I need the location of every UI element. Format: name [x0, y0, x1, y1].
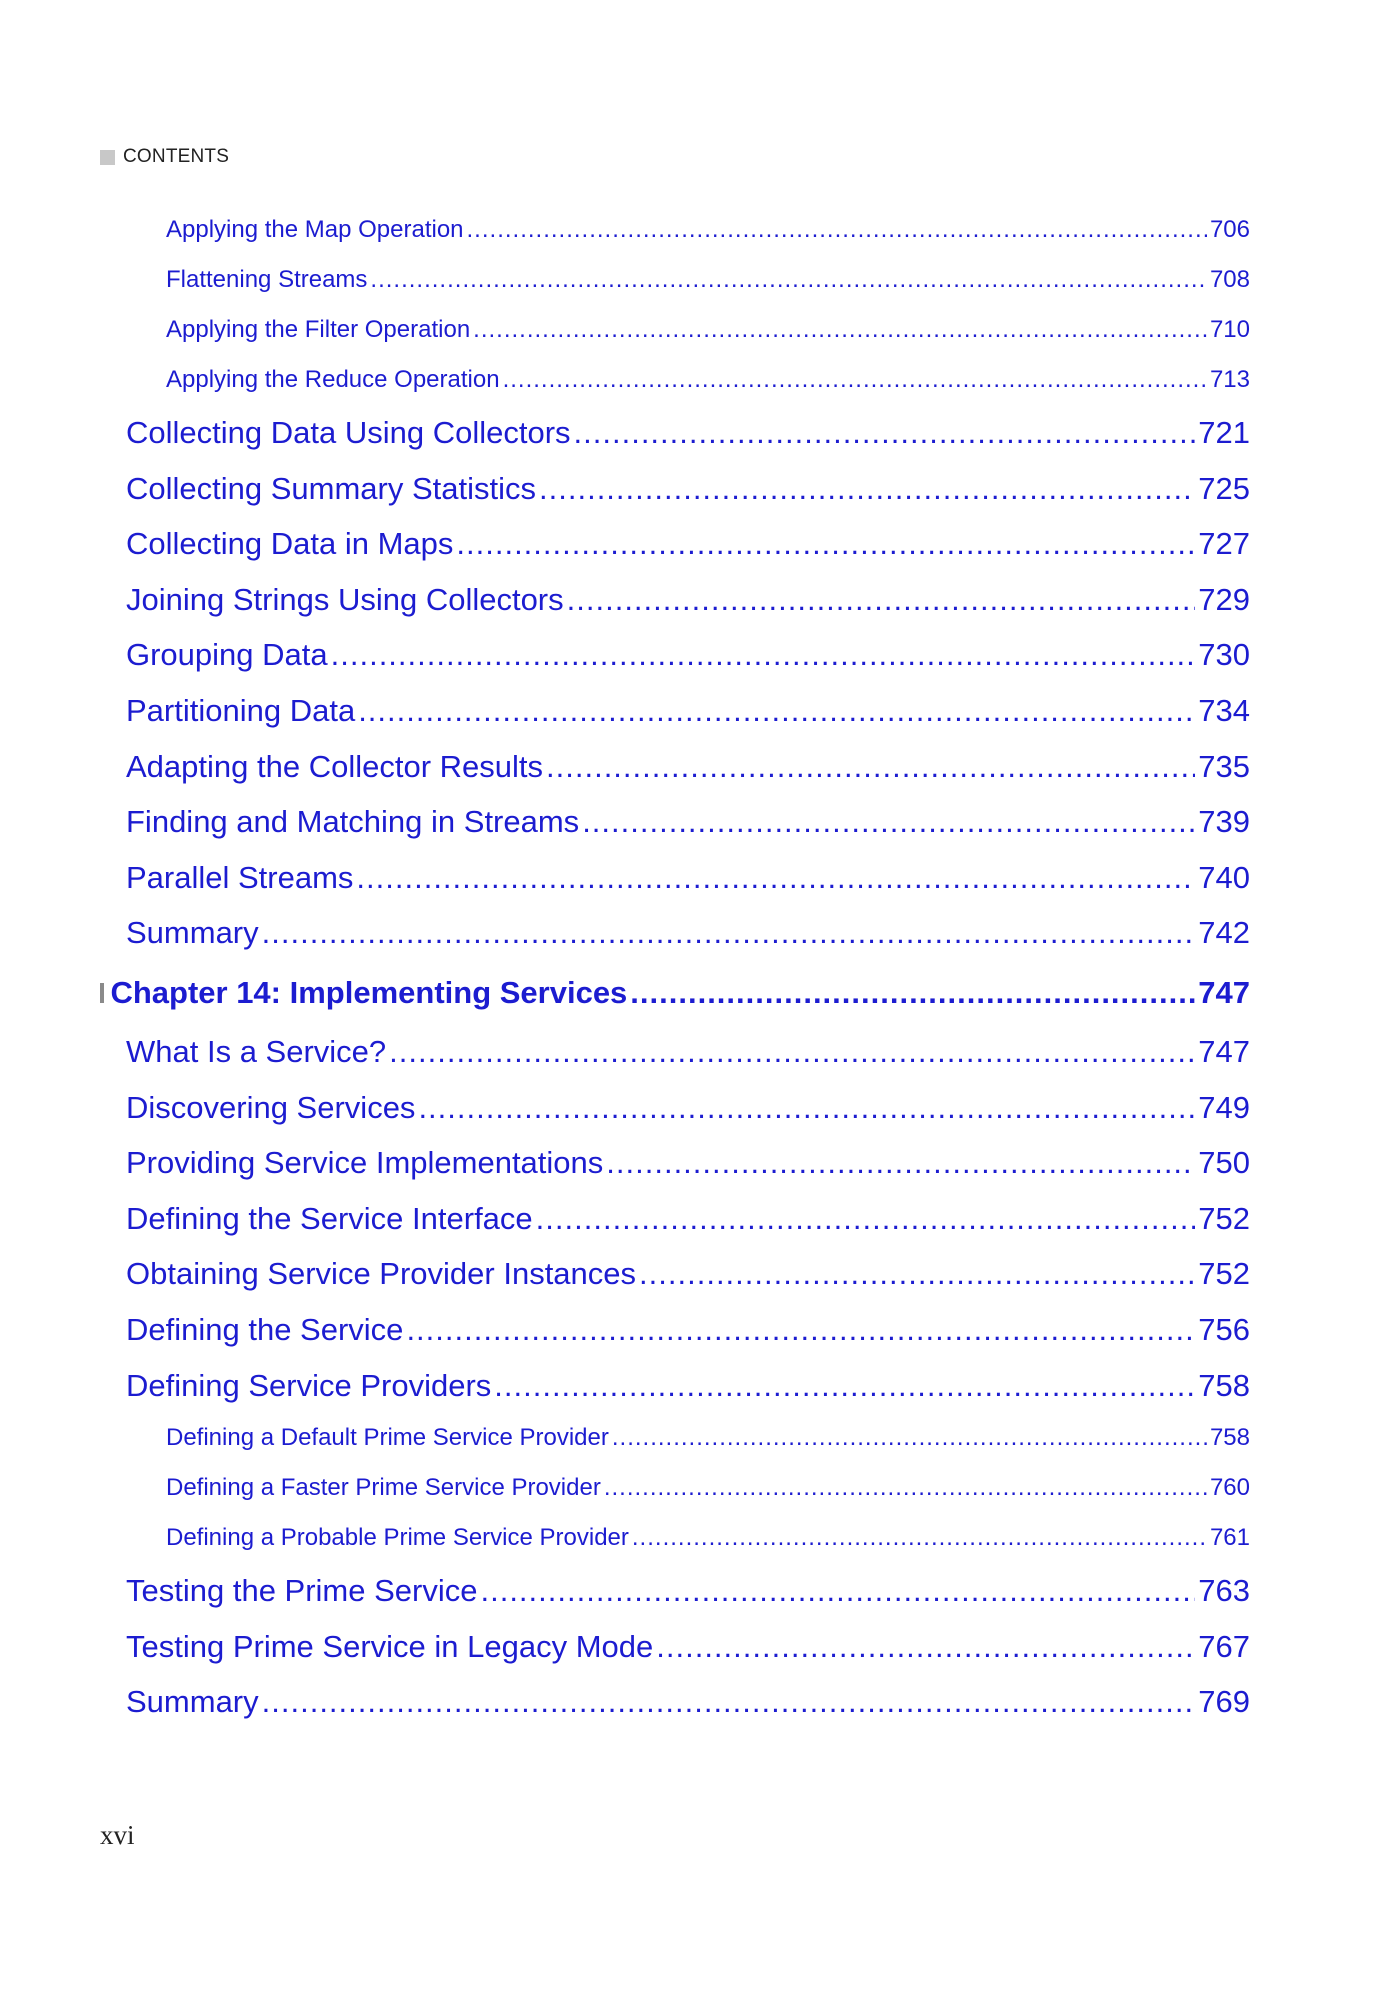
- toc-section-entry[interactable]: [100, 683, 1250, 739]
- dot-leader: [503, 355, 1207, 405]
- toc-entry-page[interactable]: 752: [1198, 1256, 1250, 1292]
- dot-leader: [582, 794, 1195, 850]
- toc-section-entry[interactable]: [100, 1619, 1250, 1675]
- dot-leader: [604, 1463, 1207, 1513]
- toc-entry-page[interactable]: 725: [1198, 470, 1250, 506]
- dot-leader: [639, 1246, 1195, 1302]
- dot-leader: [632, 1513, 1207, 1563]
- toc-section-entry[interactable]: [100, 1024, 1250, 1080]
- toc-entry-title[interactable]: Summary: [126, 1684, 259, 1720]
- toc-entry-page[interactable]: 710: [1209, 316, 1250, 343]
- toc-section-entry[interactable]: [100, 739, 1250, 795]
- toc-entry-title[interactable]: Defining Service Providers: [126, 1367, 492, 1403]
- dot-leader: [356, 850, 1195, 906]
- dot-leader: [331, 627, 1196, 683]
- table-of-contents: [100, 205, 1250, 1730]
- toc-entry-title[interactable]: Applying the Reduce Operation: [166, 366, 500, 393]
- dot-leader: [406, 1302, 1195, 1358]
- toc-entry-page[interactable]: 747: [1198, 974, 1250, 1010]
- dot-leader: [262, 1674, 1196, 1730]
- toc-entry-page[interactable]: 758: [1198, 1367, 1250, 1403]
- dot-leader: [467, 205, 1207, 255]
- toc-subsection-entry[interactable]: [100, 1463, 1250, 1513]
- toc-subsection-entry[interactable]: [100, 205, 1250, 255]
- dot-leader: [358, 683, 1195, 739]
- toc-subsection-entry[interactable]: [100, 355, 1250, 405]
- toc-chapter-entry[interactable]: [100, 961, 1250, 1024]
- toc-entry-page[interactable]: 708: [1209, 266, 1250, 293]
- toc-entry-page[interactable]: 742: [1198, 915, 1250, 951]
- toc-entry-page[interactable]: 739: [1198, 804, 1250, 840]
- toc-entry-page[interactable]: 758: [1209, 1424, 1250, 1452]
- dot-leader: [418, 1080, 1195, 1136]
- toc-entry-title[interactable]: Applying the Filter Operation: [166, 316, 471, 343]
- dot-leader: [480, 1563, 1195, 1619]
- toc-entry-title[interactable]: Finding and Matching in Streams: [126, 804, 580, 840]
- dot-leader: [473, 305, 1207, 355]
- toc-entry-page[interactable]: 749: [1198, 1089, 1250, 1125]
- dot-leader: [546, 739, 1195, 795]
- toc-entry-page[interactable]: 760: [1209, 1474, 1250, 1502]
- toc-section-entry[interactable]: [100, 1191, 1250, 1247]
- toc-section-entry[interactable]: [100, 1302, 1250, 1358]
- toc-entry-page[interactable]: 734: [1198, 692, 1250, 728]
- toc-entry-page[interactable]: 761: [1209, 1524, 1250, 1552]
- toc-entry-page[interactable]: 727: [1198, 526, 1250, 562]
- toc-entry-page[interactable]: 756: [1198, 1311, 1250, 1347]
- dot-leader: [536, 1191, 1196, 1247]
- page-number: xvi: [100, 1820, 135, 1850]
- toc-section-entry[interactable]: [100, 572, 1250, 628]
- toc-section-entry[interactable]: [100, 1563, 1250, 1619]
- toc-entry-title[interactable]: Collecting Summary Statistics: [126, 470, 537, 506]
- toc-entry-title[interactable]: Defining a Faster Prime Service Provider: [166, 1474, 601, 1502]
- toc-entry-title[interactable]: Defining the Service: [126, 1311, 404, 1347]
- toc-entry-title[interactable]: Chapter 14: Implementing Services: [110, 974, 628, 1010]
- toc-entry-page[interactable]: 767: [1198, 1628, 1250, 1664]
- toc-subsection-entry[interactable]: [100, 1513, 1250, 1563]
- dot-leader: [567, 572, 1196, 628]
- dot-leader: [606, 1135, 1195, 1191]
- dot-leader: [630, 961, 1195, 1024]
- toc-section-entry[interactable]: [100, 516, 1250, 572]
- toc-entry-title[interactable]: Joining Strings Using Collectors: [126, 581, 564, 617]
- toc-entry-title[interactable]: Discovering Services: [126, 1089, 416, 1125]
- toc-entry-page[interactable]: 763: [1198, 1573, 1250, 1609]
- dot-leader: [370, 255, 1207, 305]
- dot-leader: [612, 1413, 1207, 1463]
- dot-leader: [656, 1619, 1195, 1675]
- toc-entry-title[interactable]: Collecting Data Using Collectors: [126, 415, 571, 450]
- toc-section-entry[interactable]: [100, 1358, 1250, 1414]
- toc-entry-page[interactable]: 752: [1198, 1200, 1250, 1236]
- dot-leader: [494, 1358, 1195, 1414]
- toc-section-entry[interactable]: [100, 1135, 1250, 1191]
- toc-entry-title[interactable]: What Is a Service?: [126, 1033, 387, 1069]
- toc-entry-page[interactable]: 750: [1198, 1145, 1250, 1181]
- toc-section-entry[interactable]: [100, 850, 1250, 906]
- toc-subsection-entry[interactable]: [100, 305, 1250, 355]
- toc-subsection-entry[interactable]: [100, 1413, 1250, 1463]
- toc-entry-title[interactable]: Obtaining Service Provider Instances: [126, 1256, 637, 1292]
- chapter-square-icon: [100, 983, 104, 1003]
- toc-entry-title[interactable]: Grouping Data: [126, 637, 328, 673]
- toc-entry-page[interactable]: 706: [1209, 216, 1250, 243]
- toc-entry-page[interactable]: 740: [1198, 859, 1250, 895]
- toc-entry-title[interactable]: Applying the Map Operation: [166, 216, 464, 243]
- toc-section-entry[interactable]: [100, 905, 1250, 961]
- toc-entry-title[interactable]: Partitioning Data: [126, 692, 356, 728]
- toc-entry-title[interactable]: Providing Service Implementations: [126, 1145, 604, 1181]
- toc-entry-title[interactable]: Defining a Probable Prime Service Provider: [166, 1524, 629, 1552]
- dot-leader: [389, 1024, 1195, 1080]
- toc-entry-page[interactable]: 769: [1198, 1684, 1250, 1720]
- toc-subsection-entry[interactable]: [100, 255, 1250, 305]
- toc-entry-page[interactable]: 729: [1198, 581, 1250, 617]
- toc-entry-title[interactable]: Parallel Streams: [126, 859, 354, 895]
- toc-section-entry[interactable]: [100, 405, 1250, 461]
- toc-section-entry[interactable]: [100, 461, 1250, 517]
- toc-entry-title[interactable]: Adapting the Collector Results: [126, 748, 544, 784]
- toc-entry-page[interactable]: 747: [1198, 1033, 1250, 1069]
- dot-leader: [539, 461, 1195, 517]
- toc-entry-title[interactable]: Flattening Streams: [166, 266, 368, 293]
- toc-section-entry[interactable]: [100, 794, 1250, 850]
- toc-entry-title[interactable]: Testing the Prime Service: [126, 1573, 478, 1609]
- toc-entry-page[interactable]: 735: [1198, 748, 1250, 784]
- header-label: CONTENTS: [123, 146, 230, 167]
- toc-entry-title[interactable]: Testing Prime Service in Legacy Mode: [126, 1628, 654, 1664]
- toc-section-entry[interactable]: [100, 1246, 1250, 1302]
- toc-entry-title[interactable]: Summary: [126, 915, 259, 951]
- toc-entry-title[interactable]: Defining the Service Interface: [126, 1200, 533, 1236]
- toc-section-entry[interactable]: [100, 1080, 1250, 1136]
- dot-leader: [456, 516, 1195, 572]
- running-header: [100, 145, 229, 169]
- toc-entry-page[interactable]: 730: [1198, 637, 1250, 673]
- toc-entry-title[interactable]: Defining a Default Prime Service Provider: [166, 1424, 609, 1452]
- toc-section-entry[interactable]: [100, 627, 1250, 683]
- header-square-icon: [100, 150, 115, 165]
- toc-entry-page[interactable]: 713: [1209, 366, 1250, 393]
- toc-entry-page[interactable]: 721: [1198, 415, 1250, 450]
- toc-section-entry[interactable]: [100, 1674, 1250, 1730]
- dot-leader: [262, 905, 1196, 961]
- dot-leader: [574, 405, 1196, 461]
- toc-entry-title[interactable]: Collecting Data in Maps: [126, 526, 454, 562]
